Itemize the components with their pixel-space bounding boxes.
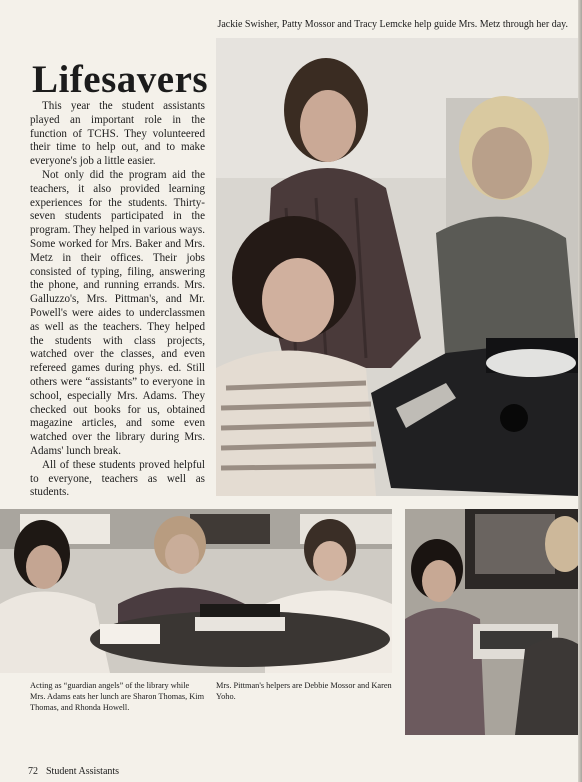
top-photo-caption: Jackie Swisher, Patty Mossor and Tracy Lemcke help guide Mrs. Metz through her day. [217, 19, 568, 30]
page-number: 72 [28, 766, 38, 777]
article-body [30, 100, 205, 500]
article-paragraph: Not only did the program aid the teachers, it also provided learning experiences for the students. Thirty-seven students participated in the program. They helped in various ways. Some worked for Mrs. Baker and Mrs. Metz in their offices. Their jobs consisted of typing, filing, answering the phone, and running errands. Mrs. Galluzzo's, Mrs. Pittman's, and Mr. Powell's were aides to underclassmen as well as the teachers. They helped the students with class projects, watched over the classes, and even refereed games during phys. ed. Still others were “assistants” to everyone in school, especially Mrs. Adams. They checked out books for us, obtained magazine articles, and some even watched over the library during Mrs. Adams' lunch break. [30, 168, 205, 457]
pittman-photo [405, 509, 578, 735]
article-paragraph: This year the student assistants played an important role in the function of TCHS. They volunteered their time to help out, and to make everyone's job a little easier. [30, 100, 205, 168]
library-photo-caption: Acting as “guardian angels” of the library while Mrs. Adams eats her lunch are Sharon Thomas, Kim Thomas, and Rhonda Howell. [30, 681, 205, 712]
page-edge [578, 0, 582, 782]
page-footer [28, 766, 119, 778]
library-photo [0, 509, 392, 673]
section-title: Student Assistants [46, 766, 120, 777]
article-title: Lifesavers [31, 58, 209, 101]
pittman-photo-caption: Mrs. Pittman's helpers are Debbie Mossor and Karen Yoho. [216, 681, 392, 701]
main-photo [216, 38, 578, 496]
article-paragraph: All of these students proved helpful to everyone, teachers as well as students. [30, 458, 205, 499]
